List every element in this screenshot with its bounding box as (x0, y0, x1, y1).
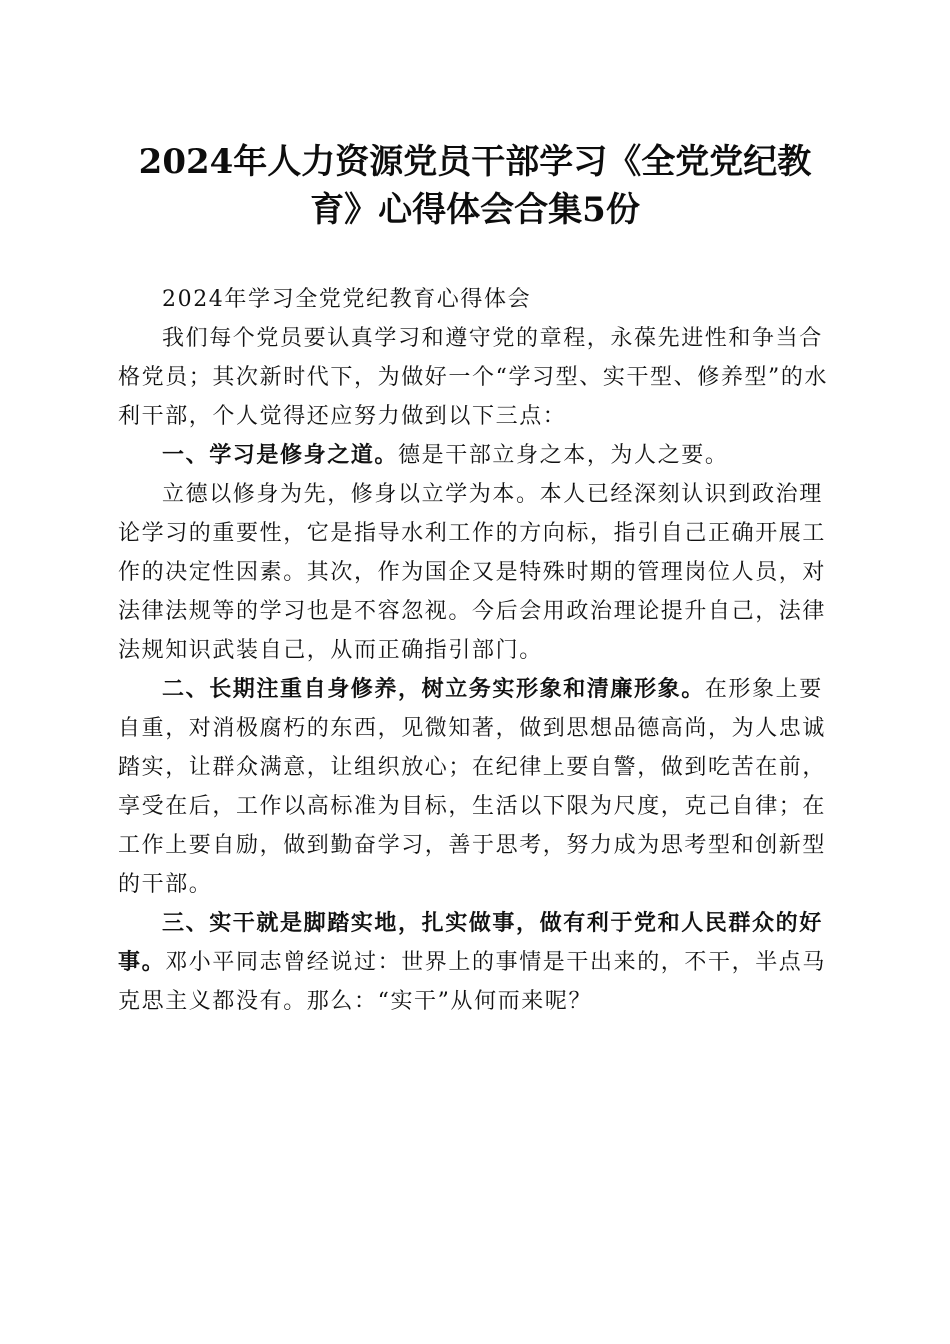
paragraph-text: 我们每个党员要认真学习和遵守党的章程，永葆先进性和争当合格党员；其次新时代下，为做好一个“学习型、实干型、修养型”的水利干部，个人觉得还应努力做到以下三点： (118, 326, 829, 429)
paragraph-point-3 (118, 904, 830, 1021)
paragraph-text: 立德以修身为先，修身以立学为本。本人已经深刻认识到政治理论学习的重要性，它是指导水利工作的方向标，指引自己正确开展工作的决定性因素。其次，作为国企又是特殊时期的管理岗位人员，对法律法规等的学习也是不容忽视。今后会用政治理论提升自己，法律法规知识武装自己，从而正确指引部门。 (118, 482, 827, 663)
document-body (118, 280, 830, 1021)
point-2-heading: 二、长期注重自身修养，树立务实形象和清廉形象。 (162, 677, 705, 702)
paragraph-intro (118, 319, 830, 436)
paragraph-point-2 (118, 670, 830, 904)
paragraph-text: 邓小平同志曾经说过：世界上的事情是干出来的，不干，半点马克思主义都没有。那么：“实干”从何而来呢？ (118, 950, 827, 1014)
point-3-heading: 三、实干就是脚踏实地，扎实做事，做有利于党和人民群众的好事。 (118, 911, 823, 975)
paragraph-point-1 (118, 436, 830, 475)
document-title (100, 138, 850, 234)
title-line-1: 2024年人力资源党员干部学习《全党党纪教 (138, 142, 812, 182)
title-line-2: 育》心得体会合集5份 (310, 190, 640, 230)
point-1-heading: 一、学习是修身之道。 (162, 443, 399, 468)
section-subtitle: 2024年学习全党党纪教育心得体会 (162, 287, 532, 312)
paragraph-point-1-body (118, 475, 830, 670)
paragraph-text: 德是干部立身之本，为人之要。 (398, 443, 729, 468)
paragraph-text: 在形象上要自重，对消极腐朽的东西，见微知著，做到思想品德高尚，为人忠诚踏实，让群众满意，让组织放心；在纪律上要自警，做到吃苦在前，享受在后，工作以高标准为目标，生活以下限为尺度，克己自律；在工作上要自励，做到勤奋学习，善于思考，努力成为思考型和创新型的干部。 (118, 677, 827, 897)
